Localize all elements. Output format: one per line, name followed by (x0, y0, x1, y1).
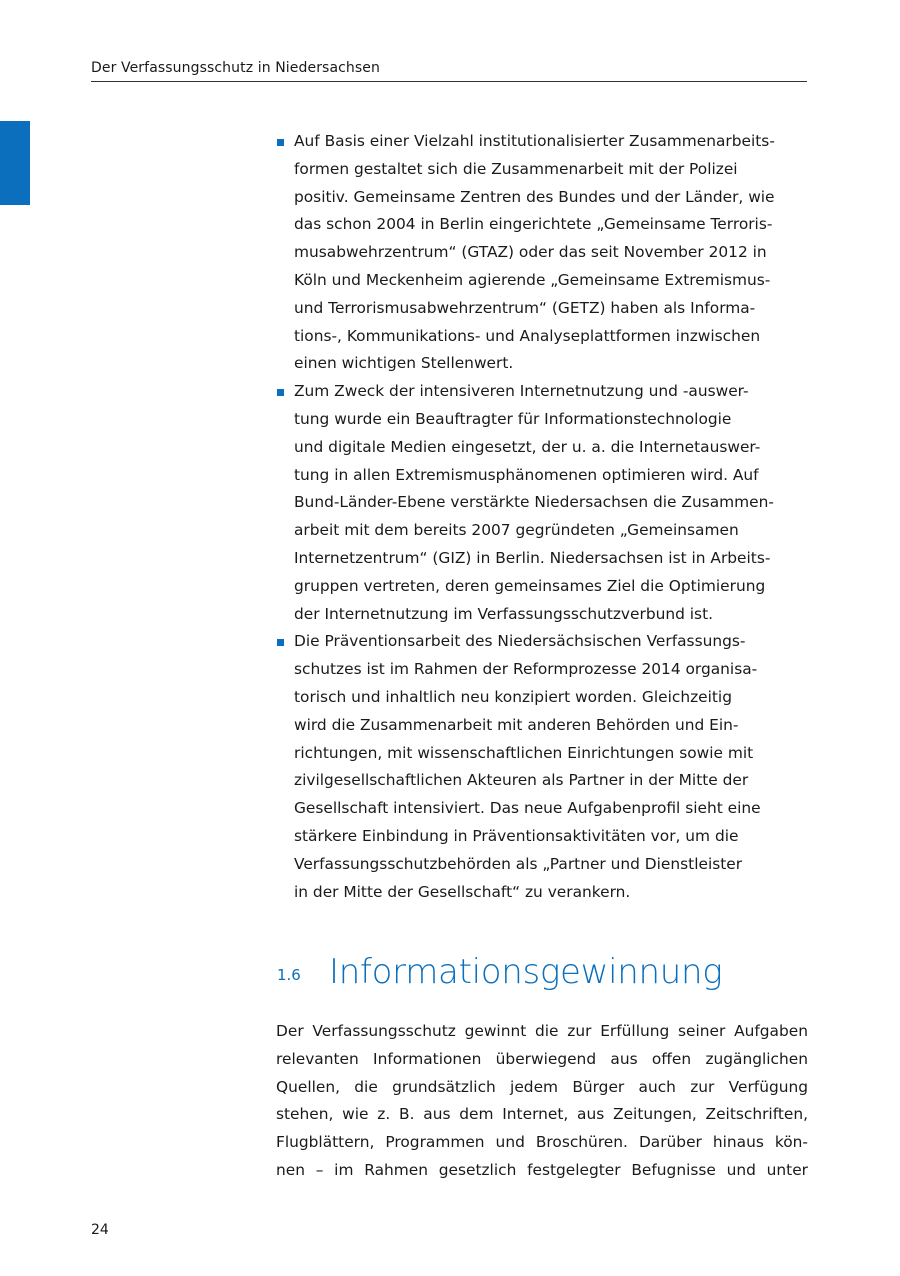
paragraph-line: nen – im Rahmen gesetzlich festgelegter Befugnisse und unter (276, 1160, 808, 1179)
chapter-side-tab (0, 121, 30, 205)
bullet-text: Auf Basis einer Vielzahl institutionalisierter Zusammenarbeits- formen gestaltet sich die Zusammenarbeit mit der Polizei positiv. Gemeinsame Zentren des Bundes und der Länder, wie das schon 2004 in Berlin eingerichtete „Gemeinsame Terroris- musabwehrzentrum“ (GTAZ) oder das seit November 2012 in Köln und Meckenheim agierende „Gemeinsame Extremismus- und Terrorismusabwehrzentrum“ (GETZ) haben als Informa- tions-, Kommunikations- und Analyseplattformen inzwischen einen wichtigen Stellenwert. (294, 132, 775, 373)
bullet-item-internet-usage (276, 378, 808, 628)
square-bullet-icon (277, 139, 284, 146)
bullet-list (276, 128, 808, 906)
running-header (91, 58, 807, 82)
running-header-title: Der Verfassungsschutz in Niedersachsen (91, 60, 380, 76)
bullet-item-prevention-work (276, 628, 808, 906)
bullet-text: Die Präventionsarbeit des Niedersächsischen Verfassungs- schutzes ist im Rahmen der Reformprozesse 2014 organisa- torisch und inhaltlich neu konzipiert worden. Gleichzeitig wird die Zusammenarbeit mit anderen Behörden und Ein- richtungen, mit wissenschaftlichen Einrichtungen sowie mit zivilgesellschaftlichen Akteuren als Partner in der Mitte der Gesellschaft intensiviert. Das neue Aufgabenprofil sieht eine stärkere Einbindung in Präventionsaktivitäten vor, um die Verfassungsschutzbehörden als „Partner und Dienstleister in der Mitte der Gesellschaft“ zu verankern. (294, 632, 761, 901)
section-number: 1.6 (277, 966, 301, 984)
body-paragraph (276, 1018, 808, 1185)
square-bullet-icon (277, 389, 284, 396)
bullet-text: Zum Zweck der intensiveren Internetnutzung und -auswer- tung wurde ein Beauftragter für Informationstechnologie und digitale Medien eingesetzt, der u. a. die Internetauswer- tung in allen Extremismusphänomenen optimieren wird. Auf Bund-Länder-Ebene verstärkte Niedersachsen die Zusammen- arbeit mit dem bereits 2007 gegründeten „Gemeinsamen Internetzentrum“ (GIZ) in Berlin. Niedersachsen ist in Arbeits- gruppen vertreten, deren gemeinsames Ziel die Optimierung der Internetnutzung im Verfassungsschutzverbund ist. (294, 382, 774, 623)
paragraph-line: Quellen, die grundsätzlich jedem Bürger auch zur Verfügung (276, 1077, 808, 1096)
paragraph-line: stehen, wie z. B. aus dem Internet, aus Zeitungen, Zeitschriften, (276, 1105, 808, 1124)
paragraph-line: Der Verfassungsschutz gewinnt die zur Erfüllung seiner Aufgaben (276, 1022, 808, 1040)
square-bullet-icon (277, 639, 284, 646)
main-content (276, 128, 808, 906)
section-heading (276, 947, 808, 997)
page-number: 24 (91, 1222, 109, 1238)
paragraph-line: Flugblättern, Programmen und Broschüren. Darüber hinaus kön- (276, 1133, 808, 1152)
bullet-item-police-cooperation (276, 128, 808, 378)
section-title: Informationsgewinnung (329, 952, 723, 992)
paragraph-line: relevanten Informationen überwiegend aus offen zugänglichen (276, 1049, 808, 1068)
